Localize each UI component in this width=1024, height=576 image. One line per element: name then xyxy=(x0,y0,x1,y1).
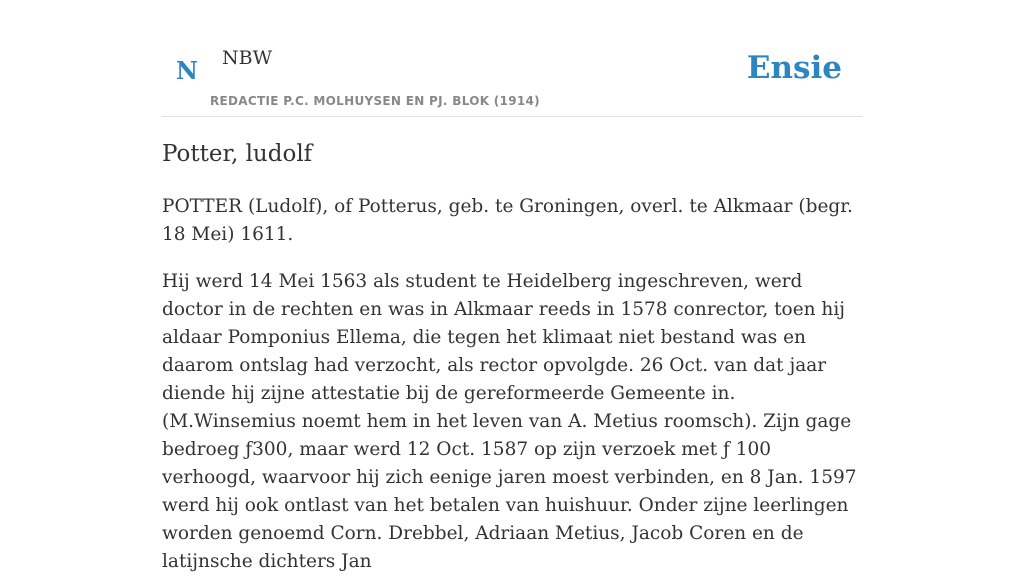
source-title[interactable]: NBW xyxy=(222,47,273,69)
page-header xyxy=(162,0,862,117)
entry-paragraph-body: Hij werd 14 Mei 1563 als student te Heidelberg ingeschreven, werd doctor in de rechten en was in Alkmaar reeds in 1578 conrector, toen hij aldaar Pomponius Ellema, die tegen het klimaat niet bestand was en daarom ontslag had verzocht, als rector opvolgde. 26 Oct. van dat jaar diende hij zijne attestatie bij de gereformeerde Gemeente in. (M.Winsemius noemt hem in het leven van A. Metius roomsch). Zijn gage bedroeg ƒ300, maar werd 12 Oct. 1587 op zijn verzoek met ƒ 100 verhoogd, waarvoor hij zich eenige jaren moest verbinden, en 8 Jan. 1597 werd hij ook ontlast van het betalen van huishuur. Onder zijne leerlingen worden genoemd Corn. Drebbel, Adriaan Metius, Jacob Coren en de latijnsche dichters Jan xyxy=(162,271,857,572)
entry-title: Potter, ludolf xyxy=(162,141,313,167)
source-logo-letter[interactable]: N xyxy=(176,56,198,85)
source-subtitle: REDACTIE P.C. MOLHUYSEN EN PJ. BLOK (1914) xyxy=(210,94,540,108)
ensie-logo-link[interactable]: Ensie xyxy=(746,50,842,86)
entry-paragraph-intro: POTTER (Ludolf), of Potterus, geb. te Groningen, overl. te Alkmaar (begr. 18 Mei) 1611. xyxy=(162,196,853,245)
entry-content xyxy=(162,136,862,576)
